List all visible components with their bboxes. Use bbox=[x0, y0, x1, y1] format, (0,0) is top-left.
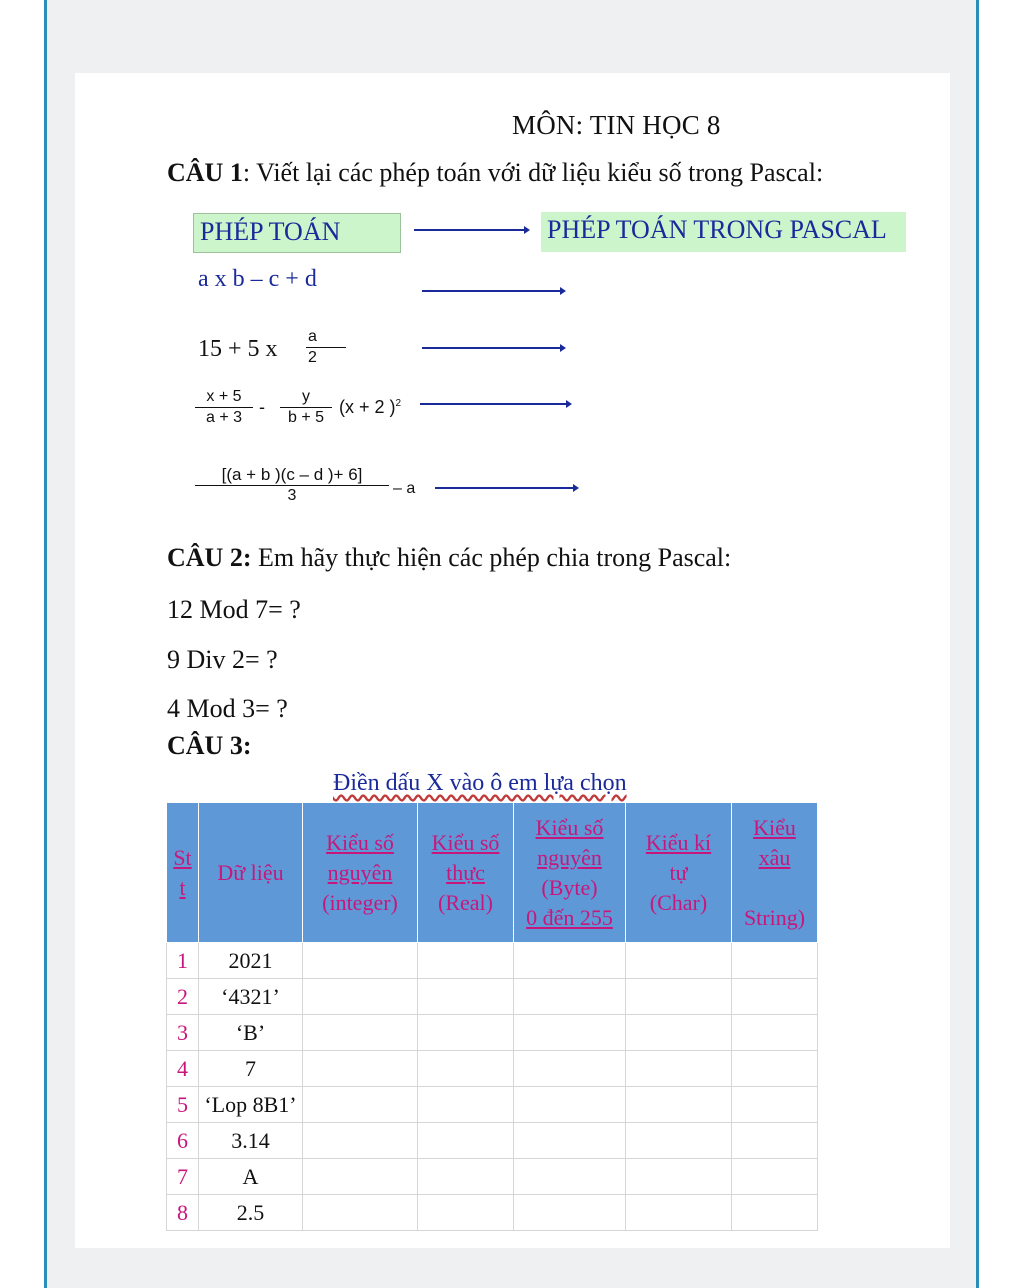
expression-3-minus: - bbox=[259, 397, 265, 417]
row-value: 3.14 bbox=[199, 1123, 303, 1159]
cell-byte[interactable] bbox=[514, 1195, 626, 1231]
row-stt: 8 bbox=[167, 1195, 199, 1231]
expression-3-fraction-1 bbox=[195, 387, 253, 428]
cell-real[interactable] bbox=[418, 1123, 514, 1159]
cell-char[interactable] bbox=[626, 1123, 732, 1159]
header-stt: St t bbox=[167, 803, 199, 943]
row-stt: 1 bbox=[167, 943, 199, 979]
row-value: ‘4321’ bbox=[199, 979, 303, 1015]
cell-char[interactable] bbox=[626, 1051, 732, 1087]
table-row bbox=[167, 1159, 818, 1195]
cell-string[interactable] bbox=[732, 1051, 818, 1087]
cell-real[interactable] bbox=[418, 1159, 514, 1195]
header-char: Kiểu kí tự (Char) bbox=[626, 803, 732, 943]
row-stt: 6 bbox=[167, 1123, 199, 1159]
expression-2-arrow bbox=[422, 347, 562, 349]
cell-string[interactable] bbox=[732, 1159, 818, 1195]
table-row bbox=[167, 1051, 818, 1087]
cell-string[interactable] bbox=[732, 943, 818, 979]
cell-real[interactable] bbox=[418, 979, 514, 1015]
header-byte: Kiểu số nguyên (Byte) 0 đến 255 bbox=[514, 803, 626, 943]
question-2-label: CÂU 2: bbox=[167, 543, 252, 572]
expression-2-prefix: 15 + 5 x bbox=[198, 336, 278, 362]
header-string: Kiểu xâu String) bbox=[732, 803, 818, 943]
question-3 bbox=[167, 731, 252, 761]
row-value: A bbox=[199, 1159, 303, 1195]
expression-3-exponent: 2 bbox=[395, 398, 402, 409]
question-1-text: : Viết lại các phép toán với dữ liệu kiểu số trong Pascal: bbox=[242, 158, 824, 187]
cell-byte[interactable] bbox=[514, 1051, 626, 1087]
table-row bbox=[167, 1195, 818, 1231]
cell-integer[interactable] bbox=[303, 1195, 418, 1231]
cell-char[interactable] bbox=[626, 1087, 732, 1123]
row-stt: 7 bbox=[167, 1159, 199, 1195]
division-line-2: 9 Div 2= ? bbox=[167, 645, 278, 674]
question-2-text: Em hãy thực hiện các phép chia trong Pascal: bbox=[251, 543, 732, 572]
expression-1: a x b – c + d bbox=[198, 266, 317, 292]
cell-integer[interactable] bbox=[303, 1087, 418, 1123]
cell-integer[interactable] bbox=[303, 1159, 418, 1195]
row-stt: 2 bbox=[167, 979, 199, 1015]
question-1 bbox=[167, 158, 823, 188]
row-value: 2021 bbox=[199, 943, 303, 979]
cell-char[interactable] bbox=[626, 943, 732, 979]
cell-string[interactable] bbox=[732, 1123, 818, 1159]
row-stt: 5 bbox=[167, 1087, 199, 1123]
expression-2 bbox=[198, 336, 278, 363]
cell-real[interactable] bbox=[418, 1087, 514, 1123]
cell-string[interactable] bbox=[732, 1195, 818, 1231]
row-stt: 4 bbox=[167, 1051, 199, 1087]
expression-2-fraction bbox=[306, 327, 346, 368]
expression-2-denominator: 2 bbox=[308, 349, 317, 366]
expression-1-arrow bbox=[422, 290, 562, 292]
cell-byte[interactable] bbox=[514, 1123, 626, 1159]
table-row bbox=[167, 1123, 818, 1159]
division-line-3: 4 Mod 3= ? bbox=[167, 694, 288, 723]
cell-byte[interactable] bbox=[514, 1015, 626, 1051]
pascal-operation-box: PHÉP TOÁN TRONG PASCAL bbox=[541, 212, 906, 252]
header-arrow bbox=[414, 229, 526, 231]
cell-byte[interactable] bbox=[514, 1159, 626, 1195]
question-2 bbox=[167, 543, 731, 573]
cell-integer[interactable] bbox=[303, 1015, 418, 1051]
expression-3-denominator-1: a + 3 bbox=[205, 409, 243, 426]
table-row bbox=[167, 943, 818, 979]
cell-integer[interactable] bbox=[303, 979, 418, 1015]
expression-3-numerator-1: x + 5 bbox=[206, 388, 242, 405]
expression-3-denominator-2: b + 5 bbox=[287, 409, 325, 426]
cell-string[interactable] bbox=[732, 979, 818, 1015]
table-row bbox=[167, 1087, 818, 1123]
expression-3-arrow bbox=[420, 403, 568, 405]
expression-4-numerator: [(a + b )(c – d )+ 6] bbox=[221, 465, 363, 484]
cell-char[interactable] bbox=[626, 979, 732, 1015]
cell-char[interactable] bbox=[626, 1015, 732, 1051]
row-value: ‘B’ bbox=[199, 1015, 303, 1051]
data-type-table bbox=[166, 802, 818, 1231]
row-stt: 3 bbox=[167, 1015, 199, 1051]
row-value: ‘Lop 8B1’ bbox=[199, 1087, 303, 1123]
cell-real[interactable] bbox=[418, 1015, 514, 1051]
cell-real[interactable] bbox=[418, 943, 514, 979]
cell-integer[interactable] bbox=[303, 943, 418, 979]
question-3-label: CÂU 3: bbox=[167, 731, 252, 760]
cell-byte[interactable] bbox=[514, 979, 626, 1015]
cell-integer[interactable] bbox=[303, 1123, 418, 1159]
expression-3-fraction-2 bbox=[280, 387, 332, 428]
cell-real[interactable] bbox=[418, 1195, 514, 1231]
expression-3-numerator-2: y bbox=[302, 388, 310, 405]
cell-char[interactable] bbox=[626, 1159, 732, 1195]
table-caption: Điền dấu X vào ô em lựa chọn bbox=[333, 770, 627, 796]
expression-4-fraction bbox=[195, 465, 389, 506]
header-data: Dữ liệu bbox=[199, 803, 303, 943]
table-row bbox=[167, 979, 818, 1015]
expression-3-tail: (x + 2 )$^2$ bbox=[339, 397, 402, 417]
table-row bbox=[167, 1015, 818, 1051]
row-value: 7 bbox=[199, 1051, 303, 1087]
cell-byte[interactable] bbox=[514, 943, 626, 979]
cell-integer[interactable] bbox=[303, 1051, 418, 1087]
expression-4-tail: – a bbox=[393, 480, 416, 497]
header-real: Kiểu số thực (Real) bbox=[418, 803, 514, 943]
header-integer: Kiểu số nguyên (integer) bbox=[303, 803, 418, 943]
expression-2-numerator: a bbox=[308, 328, 317, 345]
expression-4-arrow bbox=[435, 487, 575, 489]
cell-char[interactable] bbox=[626, 1195, 732, 1231]
division-line-1: 12 Mod 7= ? bbox=[167, 595, 301, 624]
operation-box: PHÉP TOÁN bbox=[193, 213, 401, 253]
cell-string[interactable] bbox=[732, 1087, 818, 1123]
cell-string[interactable] bbox=[732, 1015, 818, 1051]
cell-real[interactable] bbox=[418, 1051, 514, 1087]
cell-byte[interactable] bbox=[514, 1087, 626, 1123]
question-1-label: CÂU 1 bbox=[167, 158, 243, 187]
subject-title: MÔN: TIN HỌC 8 bbox=[512, 110, 721, 140]
expression-4-denominator: 3 bbox=[287, 487, 297, 504]
row-value: 2.5 bbox=[199, 1195, 303, 1231]
